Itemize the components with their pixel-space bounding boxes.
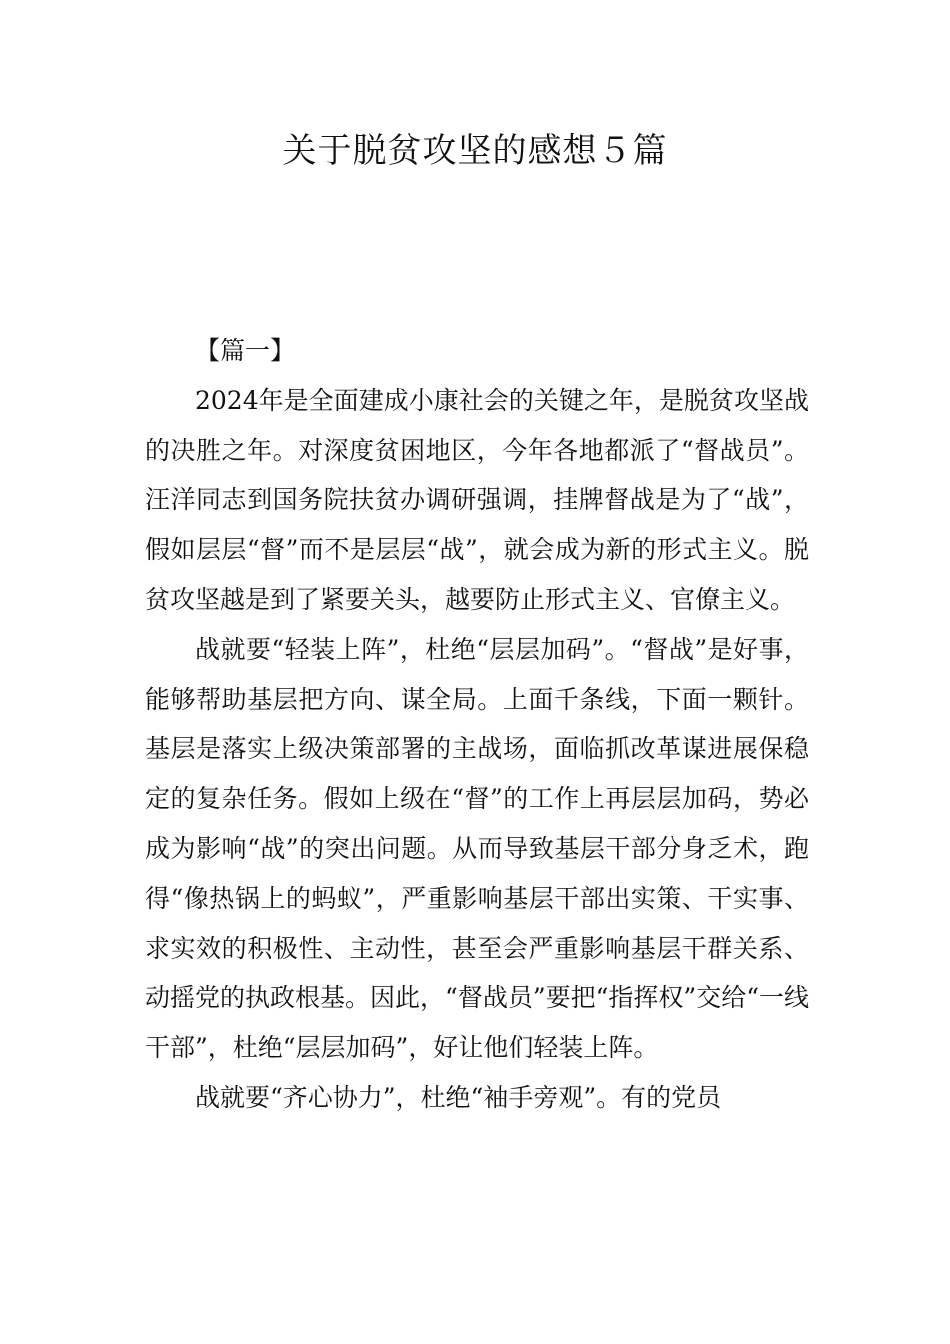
paragraph: 战就要“齐心协力”，杜绝“袖手旁观”。有的党员 xyxy=(195,1082,722,1112)
document-title: 关于脱贫攻坚的感想５篇 xyxy=(282,131,668,171)
paragraph: 2024年是全面建成小康社会的关键之年，是脱贫攻坚战的决胜之年。对深度贫困地区，今年各地都派了“督战员”。汪洋同志到国务院扶贫办调研强调，挂牌督战是为了“战”，假如层层“督”而不是层层“战”，就会成为新的形式主义。脱贫攻坚越是到了紧要关头，越要防止形式主义、官僚主义。 xyxy=(145,385,809,614)
paragraph: 战就要“轻装上阵”，杜绝“层层加码”。“督战”是好事，能够帮助基层把方向、谋全局。上面千条线，下面一颗针。基层是落实上级决策部署的主战场，面临抓改革谋进展保稳定的复杂任务。假如上级在“督”的工作上再层层加码，势必成为影响“战”的突出问题。从而导致基层干部分身乏术，跑得“像热锅上的蚂蚁”，严重影响基层干部出实策、干实事、求实效的积极性、主动性，甚至会严重影响基层干群关系、动摇党的执政根基。因此，“督战员”要把“指挥权”交给“一线干部”，杜绝“层层加码”，好让他们轻装上阵。 xyxy=(145,634,809,1063)
document-body xyxy=(145,326,809,1123)
section-label: 【篇一】 xyxy=(195,336,296,365)
